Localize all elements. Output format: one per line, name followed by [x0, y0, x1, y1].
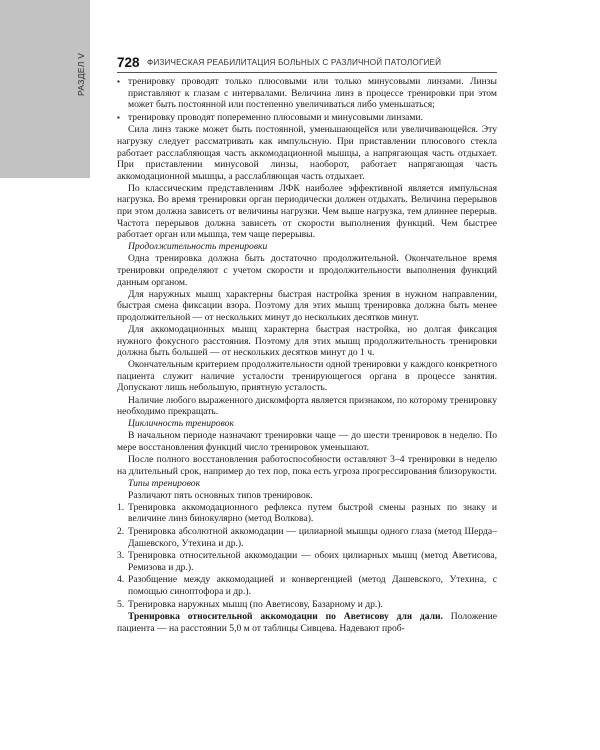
- bullet-item: ▪ тренировку проводят попеременно плюсовыми и минусовыми линзами.: [117, 112, 497, 124]
- page-number: 728: [117, 55, 140, 70]
- header-rule: [117, 72, 497, 73]
- types-list: [117, 502, 497, 610]
- paragraph: Для аккомодационных мышц характерна быстрая настройка, но долгая фиксация нужного фокусного расстояния. Поэтому для этих мышц продолжительность тренировки должна быть большей — от нескольких десятков минут до 1 ч.: [117, 323, 497, 359]
- paragraph: Сила линз также может быть постоянной, уменьшающейся или увеличивающейся. Эту нагрузку следует рассматривать как импульсную. При приставлении плюсового стекла работает расслабляющая часть аккомодационной мышцы, а напрягающая часть отдыхает. При приставлении минусовой линзы, наоборот, работает напрягающая часть аккомодационной мышцы, а расслабляющая часть отдыхает.: [117, 124, 497, 182]
- running-title: ФИЗИЧЕСКАЯ РЕАБИЛИТАЦИЯ БОЛЬНЫХ С РАЗЛИЧНОЙ ПАТОЛОГИЕЙ: [147, 58, 442, 67]
- paragraph: По классическим представлениям ЛФК наиболее эффективной является импульсная нагрузка. Во время тренировки орган периодически должен отдыхать. Величина перерывов при этом должна зависеть от величины нагрузки. Чем выше нагрузка, тем длиннее перерыв. Частота перерывов должна зависеть от скорости выполнения функций. Чем быстрее работает орган или мышца, тем чаще перерывы.: [117, 182, 497, 241]
- paragraph: Одна тренировка должна быть достаточно продолжительной. Окончательное время тренировки определяют с учетом скорости и продолжительности выполнения функций данным органом.: [117, 253, 497, 288]
- paragraph: После полного восстановления работоспособности оставляют 3–4 тренировки в неделю на длительный срок, например до тех пор, пока есть угроза прогрессирования близорукости.: [117, 454, 497, 477]
- subheading-cyclicity: Цикличность тренировок: [128, 418, 234, 430]
- final-bold-lead: Тренировка относительной аккомодации по Аветисову для дали.: [128, 611, 443, 623]
- subheading-duration: Продолжительность тренировки: [128, 241, 268, 253]
- paragraph: Наличие любого выраженного дискомфорта является признаком, по которому тренировку необходимо прекращать.: [117, 394, 497, 418]
- section-side-tab: [0, 0, 90, 178]
- bullet-list: [117, 76, 497, 123]
- paragraph: Для наружных мышц характерны быстрая настройка зрения в нужном направлении, быстрая смена фиксации взора. Поэтому для этих мышц тренировка должна быть менее продолжительной — от нескольких минут до нескольких десятков минут.: [117, 288, 497, 323]
- paragraph: Окончательным критерием продолжительности одной тренировки у каждого конкретного пациента служит наличие усталости тренирующегося органа в процессе занятия. Допускают лишь небольшую, приятную усталость.: [117, 359, 497, 394]
- list-item: 1. Тренировка аккомодационного рефлекса путем быстрой смены разных по знаку и величине линз бинокулярно (метод Волкова).: [117, 501, 497, 525]
- subheading-types: Типы тренировок: [128, 477, 201, 489]
- types-intro: Различают пять основных типов тренировок.: [128, 489, 313, 501]
- list-item: 2. Тренировка абсолютной аккомодации — цилиарной мышцы одного глаза (метод Шерда–Дашевского, Утехина и др.).: [117, 526, 497, 549]
- final-paragraph: [117, 611, 497, 634]
- list-item: 4. Разобщение между аккомодацией и конвергенцией (метод Дашевского, Утехина, с помощью синоптофора и др.).: [117, 574, 497, 598]
- section-label: РАЗДЕЛ V: [76, 52, 86, 96]
- page-header: [117, 56, 495, 72]
- final-text: Положение пациента — на расстоянии 5,0 м от таблицы Сивцева. Надевают проб-: [117, 611, 497, 634]
- bullet-item: ▪ тренировку проводят только плюсовыми или только минусовыми линзами. Линзы приставляют к глазам с интервалами. Величина линз в процессе тренировки при этом может быть постоянной или постепенно увеличиваться либо уменьшаться;: [117, 76, 497, 111]
- list-item: 3. Тренировка относительной аккомодации — обоих цилиарных мышц (метод Аветисова, Ремизова и др.).: [117, 550, 497, 573]
- page-body: [117, 76, 497, 635]
- paragraph: В начальном периоде назначают тренировки чаще — до шести тренировок в неделю. По мере восстановления функций число тренировок уменьшают.: [117, 430, 497, 453]
- list-item: 5. Тренировка наружных мышц (по Аветисову, Базарному и др.).: [117, 598, 383, 610]
